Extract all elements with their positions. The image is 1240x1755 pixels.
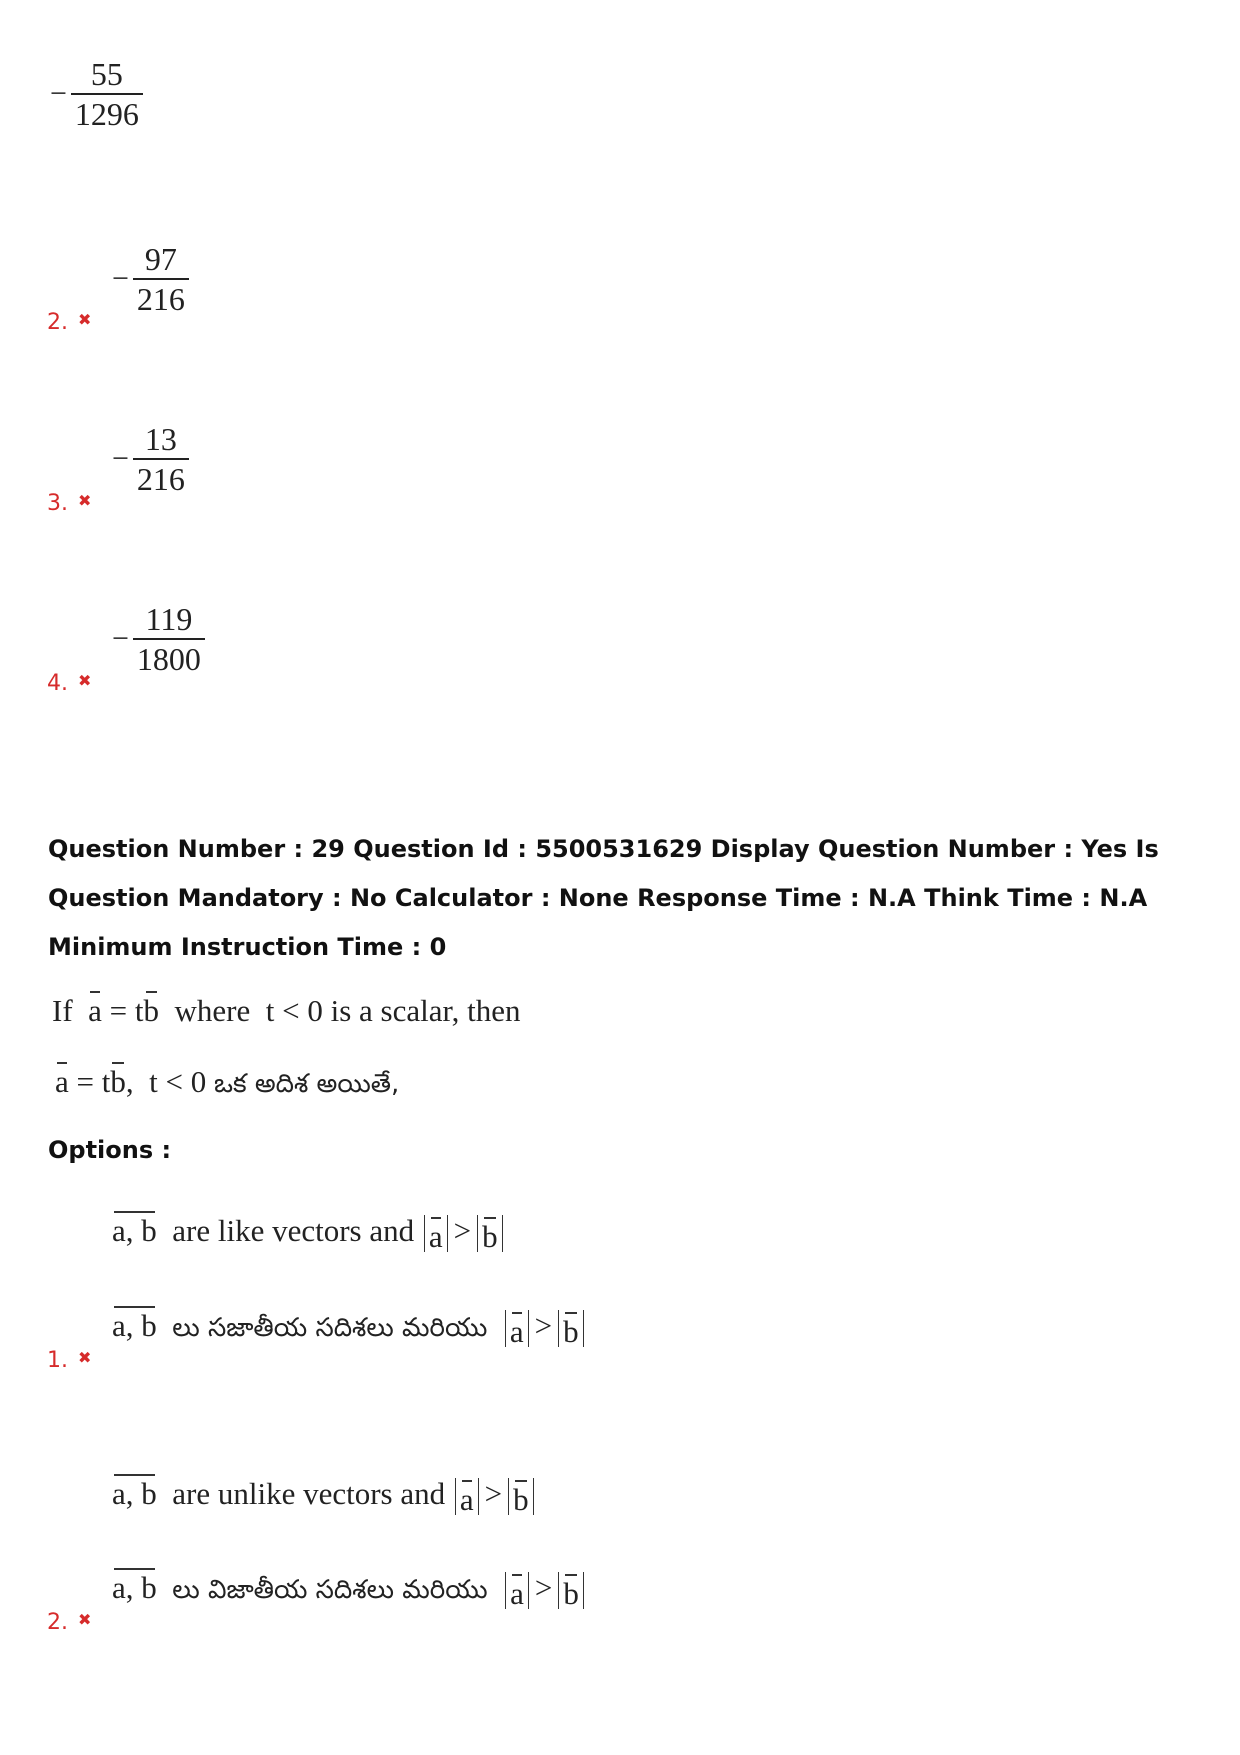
prev-option-3-fraction xyxy=(112,420,189,498)
option-2-number[interactable]: 2. ✖ xyxy=(47,1610,92,1635)
option-2-telugu: a, b లు విజాతీయ సదిశలు మరియు a > b xyxy=(112,1572,586,1609)
vectors-a-b: a, b xyxy=(112,1213,157,1248)
numerator: 97 xyxy=(144,241,177,277)
option-1-telugu: a, b లు సజాతీయ సదిశలు మరియు a > b xyxy=(112,1310,586,1347)
prev-option-2-number: 2. ✖ xyxy=(47,310,92,335)
magnitude-a: a xyxy=(505,1310,529,1347)
prev-option-3-number: 3. ✖ xyxy=(47,491,92,516)
cross-icon: ✖ xyxy=(78,310,92,329)
numerator: 55 xyxy=(90,56,123,92)
minus-sign: − xyxy=(50,77,67,110)
vectors-a-b: a, b xyxy=(112,1308,157,1343)
minus-sign: − xyxy=(112,442,129,475)
magnitude-b: b xyxy=(558,1310,584,1347)
vector-b: b xyxy=(110,1064,126,1099)
option-1-english: a, b are like vectors and a > b xyxy=(112,1215,505,1252)
vectors-a-b: a, b xyxy=(112,1476,157,1511)
cross-icon: ✖ xyxy=(78,1348,92,1367)
denominator: 216 xyxy=(136,281,185,317)
options-label: Options : xyxy=(48,1136,172,1164)
magnitude-a: a xyxy=(455,1478,479,1515)
prev-option-2-fraction xyxy=(112,240,189,318)
numerator: 119 xyxy=(145,601,193,637)
option-1-number[interactable]: 1. ✖ xyxy=(47,1348,92,1373)
vector-b: b xyxy=(143,993,160,1028)
vectors-a-b: a, b xyxy=(112,1570,157,1605)
question-stem-telugu: a = tb, t < 0 ఒక అదిశ అయితే, xyxy=(55,1064,400,1099)
vector-a: a xyxy=(88,993,102,1028)
cross-icon: ✖ xyxy=(78,491,92,510)
cross-icon: ✖ xyxy=(78,671,92,690)
magnitude-a: a xyxy=(505,1572,529,1609)
question-stem-english: If a = tb where t < 0 is a scalar, then xyxy=(52,993,521,1028)
magnitude-a: a xyxy=(424,1215,448,1252)
magnitude-b: b xyxy=(477,1215,503,1252)
cross-icon: ✖ xyxy=(78,1610,92,1629)
vector-a: a xyxy=(55,1064,69,1099)
option-2-english: a, b are unlike vectors and a > b xyxy=(112,1478,536,1515)
question-meta: Question Number : 29 Question Id : 5500531629 Display Question Number : Yes Is Question Mandatory : No Calculator : None Response Time : N.A Think Time : N.A Minimum Instruction Time : 0 xyxy=(48,835,1159,961)
prev-option-4-number: 4. ✖ xyxy=(47,671,92,696)
prev-option-1-fraction xyxy=(50,55,143,133)
numerator: 13 xyxy=(144,421,177,457)
denominator: 1296 xyxy=(74,96,139,132)
magnitude-b: b xyxy=(558,1572,584,1609)
magnitude-b: b xyxy=(508,1478,534,1515)
denominator: 216 xyxy=(136,461,185,497)
denominator: 1800 xyxy=(136,641,201,677)
prev-option-4-fraction xyxy=(112,600,205,678)
minus-sign: − xyxy=(112,262,129,295)
minus-sign: − xyxy=(112,622,129,655)
